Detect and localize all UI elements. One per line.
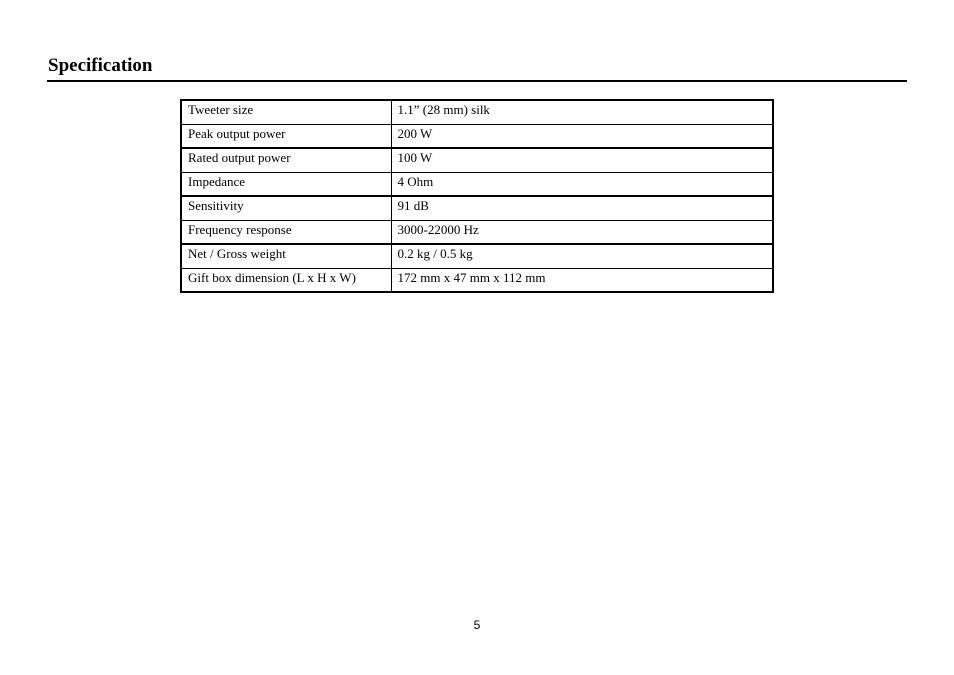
page-title: Specification <box>48 55 153 76</box>
table-row <box>181 268 773 292</box>
table-row <box>181 196 773 220</box>
table-row <box>181 244 773 268</box>
title-underline <box>47 80 907 82</box>
spec-label: Peak output power <box>181 124 391 148</box>
spec-value: 100 W <box>391 148 773 172</box>
spec-value: 3000-22000 Hz <box>391 220 773 244</box>
spec-value: 200 W <box>391 124 773 148</box>
spec-label: Impedance <box>181 172 391 196</box>
spec-value: 0.2 kg / 0.5 kg <box>391 244 773 268</box>
table-row <box>181 124 773 148</box>
table-row <box>181 172 773 196</box>
spec-value: 91 dB <box>391 196 773 220</box>
spec-label: Frequency response <box>181 220 391 244</box>
table-row <box>181 100 773 124</box>
table-row <box>181 148 773 172</box>
spec-value: 172 mm x 47 mm x 112 mm <box>391 268 773 292</box>
spec-value: 1.1” (28 mm) silk <box>391 100 773 124</box>
spec-label: Sensitivity <box>181 196 391 220</box>
spec-label: Rated output power <box>181 148 391 172</box>
spec-value: 4 Ohm <box>391 172 773 196</box>
table-row <box>181 220 773 244</box>
spec-label: Net / Gross weight <box>181 244 391 268</box>
page-number: 5 <box>473 618 481 632</box>
spec-label: Tweeter size <box>181 100 391 124</box>
specification-table <box>180 99 774 293</box>
spec-label: Gift box dimension (L x H x W) <box>181 268 391 292</box>
